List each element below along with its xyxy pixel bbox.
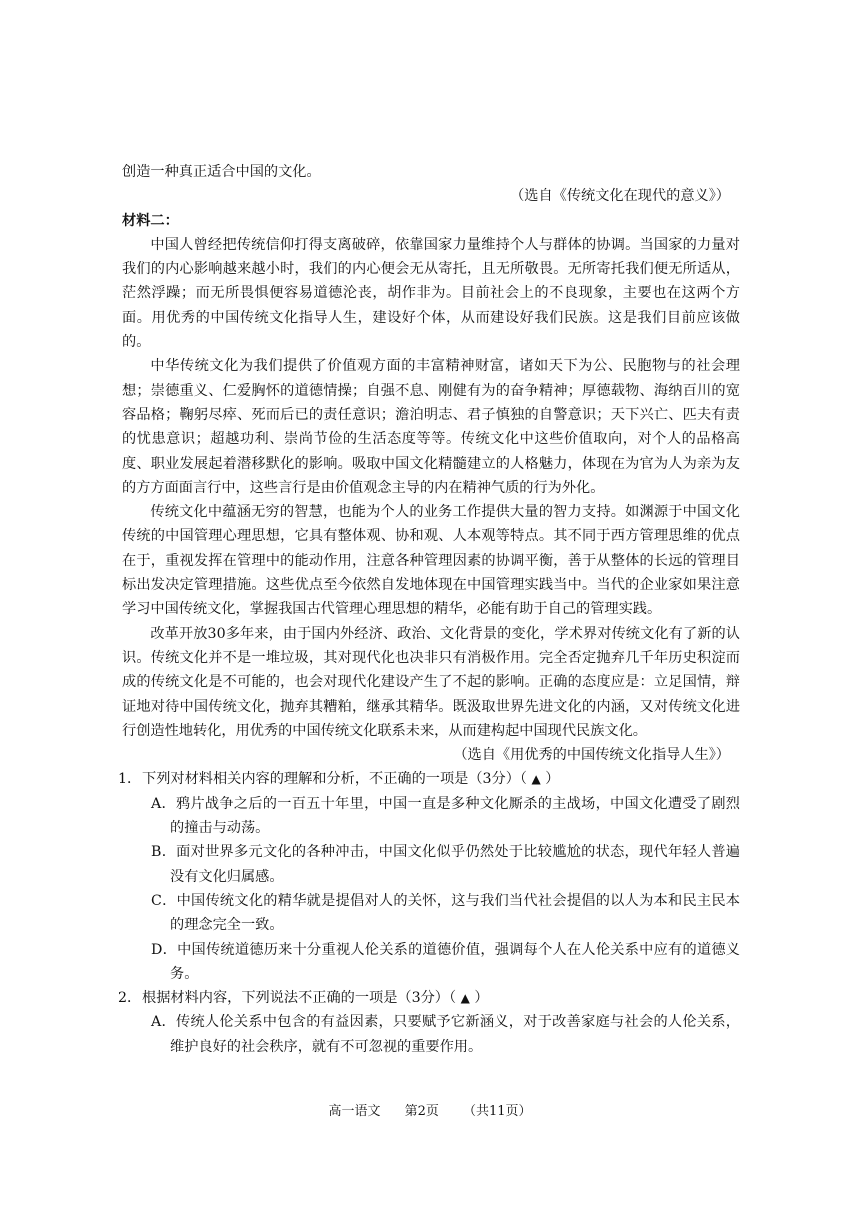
footer-total-pages: （共11页） (463, 1104, 532, 1119)
page-footer (0, 1103, 860, 1121)
source-citation-2: （选自《用优秀的中国传统文化指导人生》） (453, 747, 730, 764)
question-1-option-d: D．中国传统道德历来十分重视人伦关系的道德价值，强调每个人在人伦关系中应有的道德义务。 (151, 941, 740, 982)
question-1-stem: 1．下列对材料相关内容的理解和分析，不正确的一项是（3分）（ ▲ ） (118, 771, 560, 788)
answer-blank-triangle-icon: ▲ (531, 772, 541, 787)
paragraph-4: 改革开放30多年来，由于国内外经济、政治、文化背景的变化，学术界对传统文化有了新的认识。传统文化并不是一堆垃圾，其对现代化也决非只有消极作用。完全否定抛弃几千年历史积淀而成的传统文化是不可能的，也会对现代化建设产生了不起的影响。正确的态度应是：立足国情，辩证地对待中国传统文化，抛弃其糟粕，继承其精华。既汲取世界先进文化的内涵，又对传统文化进行创造性地转化，用优秀的中国传统文化联系未来，从而建构起中国现代民族文化。 (122, 625, 740, 739)
intro-tail-text: 创造一种真正适合中国的文化。 (122, 164, 321, 180)
paragraph-2: 中华传统文化为我们提供了价值观方面的丰富精神财富，诸如天下为公、民胞物与的社会理想；崇德重义、仁爱胸怀的道德情操；自强不息、刚健有为的奋争精神；厚德载物、海纳百川的宽容品格；鞠躬尽瘁、死而后已的责任意识；澹泊明志、君子慎独的自警意识；天下兴亡、匹夫有责的忧患意识；超越功利、崇尚节俭的生活态度等等。传统文化中这些价值取向，对个人的品格高度、职业发展起着潜移默化的影响。吸取中国文化精髓建立的人格魅力，体现在为官为人为亲为友的方方面面言行中，这些言行是由价值观念主导的内在精神气质的行为外化。 (122, 358, 740, 496)
question-2-option-a: A．传统人伦关系中包含的有益因素，只要赋予它新涵义，对于改善家庭与社会的人伦关系，维护良好的社会秩序，就有不可忽视的重要作用。 (151, 1014, 740, 1055)
material-2-heading: 材料二： (122, 212, 179, 229)
question-2-stem: 2．根据材料内容，下列说法不正确的一项是（3分）（ ▲ ） (118, 990, 489, 1007)
paragraph-1: 中国人曾经把传统信仰打得支离破碎，依靠国家力量维持个人与群体的协调。当国家的力量对我们的内心影响越来越小时，我们的内心便会无从寄托，且无所敬畏。无所寄托我们便无所适从，茫然浮躁；而无所畏惧便容易道德沦丧，胡作非为。目前社会上的不良现象，主要也在这两个方面。用优秀的中国传统文化指导人生，建设好个体，从而建设好我们民族。这是我们目前应该做的。 (122, 236, 740, 351)
question-1-option-a: A．鸦片战争之后的一百五十年里，中国一直是多种文化厮杀的主战场，中国文化遭受了剧烈的撞击与动荡。 (151, 795, 740, 837)
footer-page-number: 第2页 (404, 1104, 439, 1119)
question-1-option-c: C．中国传统文化的精华就是提倡对人的关怀，这与我们当代社会提倡的以人为本和民主民本的理念完全一致。 (151, 892, 740, 934)
answer-blank-triangle-icon: ▲ (460, 991, 470, 1006)
footer-subject: 高一语文 (328, 1104, 381, 1119)
paragraph-3: 传统文化中蕴涵无穷的智慧，也能为个人的业务工作提供大量的智力支持。如渊源于中国文化传统的中国管理心理思想，它具有整体观、协和观、人本观等特点。其不同于西方管理思维的优点在于，重视发挥在管理中的能动作用，注意各种管理因素的协调平衡，善于从整体的长远的管理目标出发决定管理措施。这些优点至今依然自发地体现在中国管理实践当中。当代的企业家如果注意学习中国传统文化，掌握我国古代管理心理思想的精华，必能有助于自己的管理实践。 (122, 504, 740, 618)
source-citation-1: （选自《传统文化在现代的意义》） (510, 188, 730, 205)
document-body (118, 160, 740, 1059)
question-1-option-b: B．面对世界多元文化的各种冲击，中国文化似乎仍然处于比较尴尬的状态，现代年轻人普遍没有文化归属感。 (151, 844, 740, 885)
